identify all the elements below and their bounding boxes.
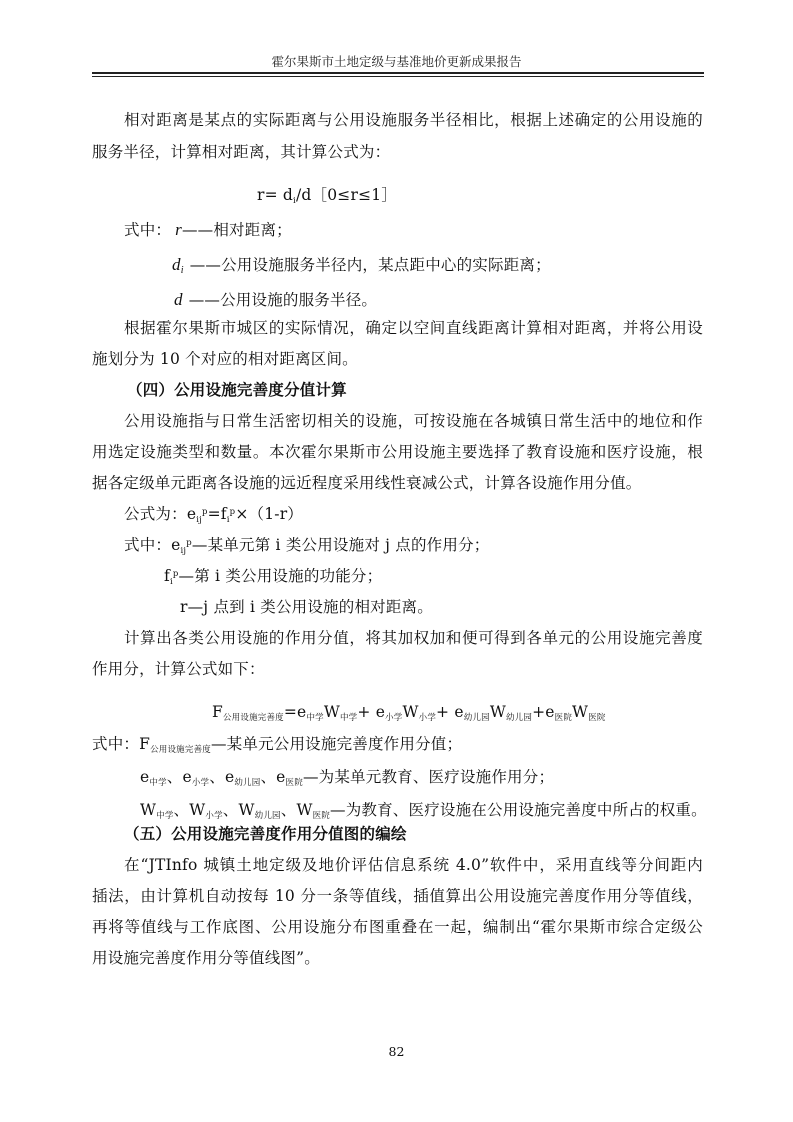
where3-w1-sub: 小学 [205, 811, 223, 821]
section-heading-4: （四）公用设施完善度分值计算 [127, 380, 347, 399]
where1-r-desc: ——相对距离； [181, 221, 292, 239]
where2-e-desc: —某单元第 i 类公用设施对 j 点的作用分； [191, 536, 490, 554]
where3-w1-sym: W [189, 801, 206, 819]
where1-r-symbol: r [175, 220, 182, 239]
where3-w2-sub: 幼儿园 [254, 811, 281, 821]
where2-f-sub: i [169, 577, 173, 587]
where3-e1-sep: 、 [209, 768, 225, 786]
formula-completeness [212, 702, 606, 725]
where1-d-sub: i [180, 265, 184, 276]
formula2-prefix: 公式为： [124, 505, 187, 523]
formula3-s6: 幼儿园 [505, 713, 533, 723]
formula3-eq: =e [283, 703, 307, 721]
where3-e0-sub: 中学 [149, 778, 167, 788]
where3-e3-sym: e [276, 768, 286, 786]
where1-d-desc: ——公用设施的服务半径。 [188, 291, 378, 309]
formula3-W2: W [402, 703, 419, 721]
where3-F-desc: —某单元公用设施完善度作用分值； [210, 735, 463, 753]
where2-f-sup: p [172, 569, 179, 579]
where3-prefix: 式中：F [92, 735, 151, 753]
page-number: 82 [388, 1044, 405, 1059]
formula2-e-sup: p [201, 507, 208, 517]
where3-w0 [140, 801, 189, 819]
formula3-s2: 中学 [339, 713, 358, 723]
where3-w3-sym: W [296, 801, 313, 819]
where2-prefix: 式中： [124, 536, 172, 554]
where3-w2-sym: W [238, 801, 255, 819]
where3-e2-sym: e [224, 768, 235, 786]
where2-e-sup: p [186, 538, 192, 548]
formula2-e-sub: ij [196, 515, 202, 525]
formula3-s3: 小学 [385, 713, 403, 723]
formula3-plus2: + e [436, 703, 464, 721]
p1-line1: 相对距离是某点的实际距离与公用设施服务半径相比，根据上述确定的公用设施的 [124, 111, 703, 129]
where3-w0-sub: 中学 [156, 811, 174, 821]
where2-f-desc: —第 i 类公用设施的功能分； [178, 567, 383, 585]
formula3-s4: 小学 [418, 713, 437, 723]
where3-w [140, 800, 707, 823]
formula2-rest: ×（1-r） [235, 505, 304, 523]
p3-line2: 用选定设施类型和数量。本次霍尔果斯市公用设施主要选择了教育设施和医疗设施，根 [92, 443, 703, 461]
formula3-s1: 中学 [306, 713, 324, 723]
p3-line3: 据各定级单元距离各设施的远近程度采用线性衰减公式，计算各设施作用分值。 [92, 474, 642, 492]
formula2-e: e [186, 505, 197, 523]
where3-e3-sub: 医院 [285, 778, 303, 788]
where2-f-sym: f [164, 567, 170, 585]
p3-line1: 公用设施指与日常生活密切相关的设施，可按设施在各城镇日常生活中的地位和作 [124, 412, 703, 430]
formula3-F-sub: 公用设施完善度 [222, 713, 284, 723]
formula3-s5: 幼儿园 [463, 713, 490, 723]
formula1-sub: i [293, 196, 296, 206]
where3-w1 [189, 801, 238, 819]
where3-e2-sep: 、 [260, 768, 277, 786]
section-heading-5: （五）公用设施完善度作用分值图的编绘 [124, 824, 407, 843]
where2-e-sub: ij [180, 546, 187, 556]
p2-line1: 根据霍尔果斯市城区的实际情况，确定以空间直线距离计算相对距离，并将公用设 [124, 319, 703, 337]
p5-line4: 用设施完善度作用分等值线图”。 [92, 949, 320, 967]
running-header: 霍尔果斯市土地定级与基准地价更新成果报告 [271, 54, 522, 69]
formula3-plus3: +e [532, 703, 555, 721]
formula1-rhs: /d［0≤r≤1］ [295, 186, 398, 204]
where3-e1-sym: e [182, 768, 192, 786]
where3-e0 [140, 768, 182, 786]
formula3-W4: W [572, 703, 589, 721]
formula2-f-sub: i [226, 515, 230, 525]
formula2-eq: =f [207, 505, 227, 523]
where3-e3 [276, 768, 303, 786]
where1-d [174, 290, 377, 310]
where2-r: r—j 点到 i 类公用设施的相对距离。 [180, 598, 433, 616]
where3-w2-sep: 、 [280, 801, 297, 819]
where3-w0-sym: W [140, 801, 157, 819]
where3-e1 [182, 768, 224, 786]
where1-r [124, 220, 292, 240]
where3-w3 [296, 801, 330, 819]
p5-line1: 在“JTInfo 城镇土地定级及地价评估信息系统 4.0”软件中，采用直线等分间距内 [124, 856, 703, 874]
where2-f [164, 566, 382, 589]
where3-e0-sym: e [140, 768, 150, 786]
where3-e-desc: —为某单元教育、医疗设施作用分； [302, 768, 555, 786]
where3-e [140, 767, 554, 790]
formula3-W1: W [323, 703, 340, 721]
p4-line1: 计算出各类公用设施的作用分值，将其加权加和便可得到各单元的公用设施完善度 [124, 629, 703, 647]
where3-w1-sep: 、 [222, 801, 239, 819]
header-rule-thin [92, 76, 704, 77]
where1-d-symbol: d [172, 255, 181, 274]
p5-line3: 再将等值线与工作底图、公用设施分布图重叠在一起，编制出“霍尔果斯市综合定级公 [92, 918, 703, 936]
p1-line2: 服务半径，计算相对距离，其计算公式为： [92, 143, 391, 161]
formula-relative-distance [257, 185, 397, 208]
where3-F-sub: 公用设施完善度 [150, 745, 211, 755]
where1-di [172, 255, 551, 278]
formula3-s7: 医院 [554, 713, 573, 723]
where3-e1-sub: 小学 [191, 778, 210, 788]
formula-action-score [124, 504, 303, 527]
p4-line2: 作用分，计算公式如下： [92, 660, 265, 678]
where3-e0-sep: 、 [166, 768, 183, 786]
where2-e [124, 535, 489, 558]
header-rule-thick [92, 72, 704, 74]
where3-w-desc: —为教育、医疗设施在公用设施完善度中所占的权重。 [330, 801, 707, 819]
where3-w2 [239, 801, 297, 819]
where1-di-desc: ——公用设施服务半径内，某点距中心的实际距离； [189, 256, 551, 274]
where2-e-sym: e [171, 536, 181, 554]
formula3-W3: W [489, 703, 506, 721]
where3-e2-sub: 幼儿园 [234, 778, 261, 788]
formula1-lhs: r= d [257, 186, 294, 204]
where3-w0-sep: 、 [173, 801, 190, 819]
where1-prefix: 式中： [124, 221, 172, 239]
p2-line2: 施划分为 10 个对应的相对距离区间。 [92, 350, 358, 368]
where3-F [92, 734, 462, 757]
where1-d2-symbol: d [174, 290, 183, 309]
formula3-s8: 医院 [588, 713, 606, 723]
p5-line2: 插法，由计算机自动按每 10 分一条等值线，插值算出公用设施完善度作用分等值线， [92, 887, 703, 905]
formula2-f-sup: p [229, 507, 236, 517]
where3-w3-sub: 医院 [312, 811, 330, 821]
formula3-plus1: + e [357, 703, 386, 721]
where3-e2 [225, 768, 276, 786]
formula3-F: F [212, 703, 223, 721]
